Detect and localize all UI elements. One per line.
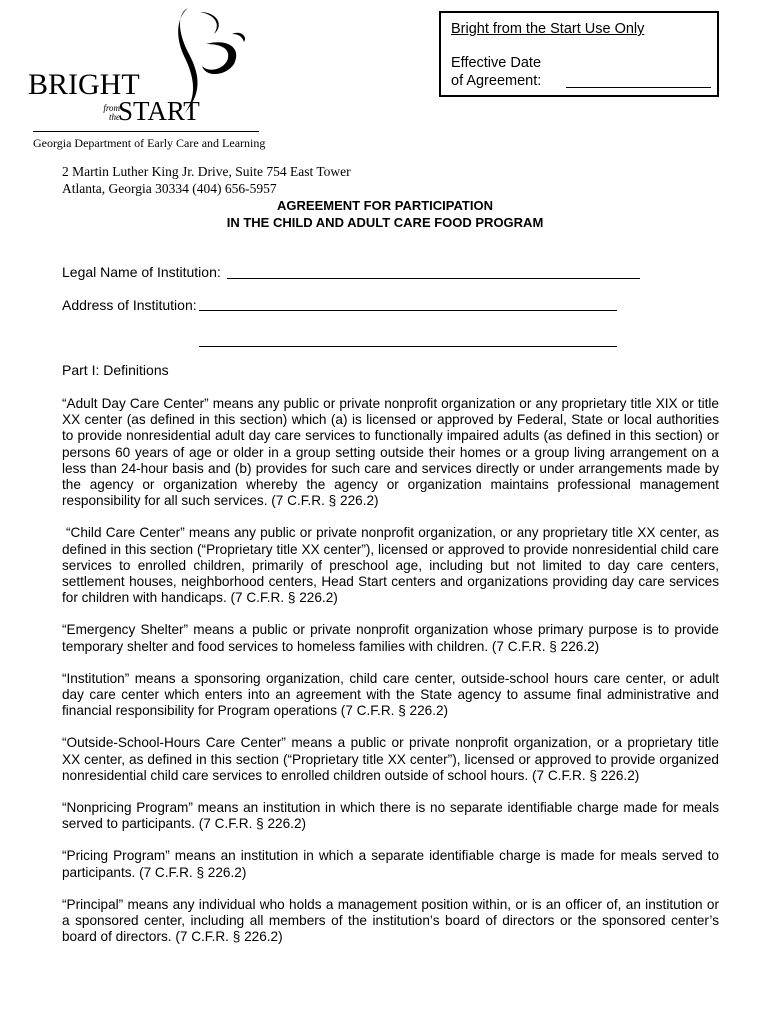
definition-principal: “Principal” means any individual who holds a management position within, or is an officer of, an institution or a sponsored center, including all members of the institution’s board of directors or the sponsored center’s board of directors. (7 C.F.R. § 226.2) xyxy=(62,896,719,945)
definition-adult-day-care-center: “Adult Day Care Center” means any public or private nonprofit organization or any proprietary title XIX or title XX center (as defined in this section) which (a) is licensed or approved by Federal, State or local authorities to provide nonresidential adult day care services to functionally impaired adults (as defined in this section) or persons 60 years of age or older in a group setting outside their homes or a group living arrangement on a less than 24-hour basis and (b) provides for such care and services directly or under arrangements made by the agency or organization whereby the agency or organization maintains professional management responsibility for all such services. (7 C.F.R. § 226.2) xyxy=(62,396,719,509)
definition-pricing-program: “Pricing Program” means an institution in which a separate identifiable charge is made for meals served to participants. (7 C.F.R. § 226.2) xyxy=(62,848,719,880)
logo-divider xyxy=(33,131,259,132)
institution-address-field-2[interactable] xyxy=(199,346,617,347)
institution-address-label: Address of Institution: xyxy=(62,297,197,313)
agency-address-line1: 2 Martin Luther King Jr. Drive, Suite 754 East Tower xyxy=(62,164,351,179)
logo-tagline: Georgia Department of Early Care and Learning xyxy=(33,136,266,150)
logo-the: the xyxy=(109,112,120,122)
definition-child-care-center: “Child Care Center” means any public or private nonprofit organization, or any proprietary title XX center, as defined in this section (“Proprietary title XX center”), licensed or approved to provide nonresidential child care services to enrolled children, primarily of preschool age, including but not limited to day care centers, settlement houses, neighborhood centers, Head Start centers and organizations providing day care services for children with handicaps. (7 C.F.R. § 226.2) xyxy=(62,525,719,606)
logo-brand-start: START xyxy=(118,96,200,126)
logo-from: from xyxy=(103,103,120,113)
part-one-heading: Part I: Definitions xyxy=(62,362,169,378)
logo-brand-from-the xyxy=(100,104,120,122)
effective-date-field[interactable] xyxy=(566,87,711,88)
legal-name-field[interactable] xyxy=(227,278,640,279)
office-use-box xyxy=(439,11,719,97)
document-title-line2: IN THE CHILD AND ADULT CARE FOOD PROGRAM xyxy=(226,215,544,230)
institution-address-field[interactable] xyxy=(199,310,617,311)
effective-date-label-1: Effective Date xyxy=(451,55,542,71)
agency-address-line2: Atlanta, Georgia 30334 (404) 656-5957 xyxy=(62,181,277,196)
document-title-line1: AGREEMENT FOR PARTICIPATION xyxy=(277,198,493,213)
definitions-list xyxy=(62,396,719,961)
logo-brand-bright: BRIGHT xyxy=(28,68,140,101)
definition-outside-school-hours-care-center: “Outside-School-Hours Care Center” means a public or private nonprofit organization, or a proprietary title XX center, as defined in this section (“Proprietary title XX center”), licensed or approved to provide organized nonresidential child care services to enrolled children outside of school hours. (7 C.F.R. § 226.2) xyxy=(62,735,719,783)
definition-institution: “Institution” means a sponsoring organization, child care center, outside-school hours care center, or adult day care center which enters into an agreement with the State agency to assume final administrative and financial responsibility for Program operations (7 C.F.R. § 226.2) xyxy=(62,670,719,719)
effective-date-label-2: of Agreement: xyxy=(451,73,542,89)
legal-name-label: Legal Name of Institution: xyxy=(62,264,221,280)
definition-nonpricing-program: “Nonpricing Program” means an institution in which there is no separate identifiable charge made for meals served to participants. (7 C.F.R. § 226.2) xyxy=(62,800,719,832)
definition-emergency-shelter: “Emergency Shelter” means a public or private nonprofit organization whose primary purpose is to provide temporary shelter and food services to homeless families with children. (7 C.F.R. § 226.2) xyxy=(62,622,719,654)
office-use-title: Bright from the Start Use Only xyxy=(451,21,645,37)
